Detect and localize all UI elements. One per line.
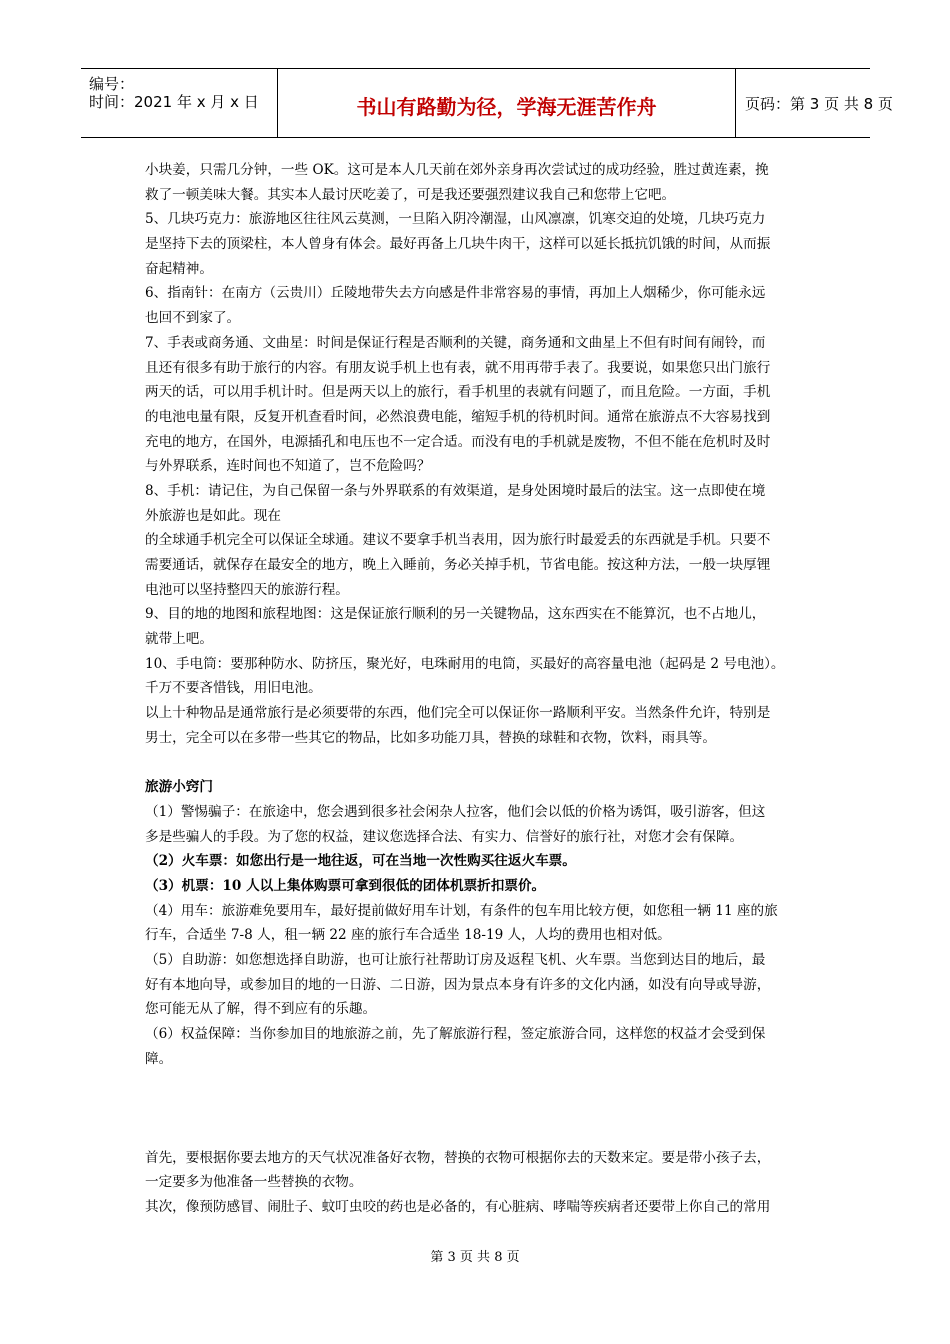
text-line: 9、目的地的地图和旅程地图：这是保证旅行顺利的另一关键物品，这东西实在不能算沉，也不占地儿， (145, 606, 766, 623)
text-line: （3）机票：10 人以上集体购票可拿到很低的团体机票折扣票价。 (145, 877, 546, 894)
text-line: 您可能无从了解，得不到应有的乐趣。 (145, 1001, 377, 1018)
text-line: 10、手电筒：要那种防水、防挤压，聚光好，电珠耐用的电筒，买最好的高容量电池（起码是 2 号电池）。 (145, 655, 785, 672)
text-line: 小块姜，只需几分钟，一些 OK。这可是本人几天前在郊外亲身再次尝试过的成功经验，胜过黄连素，挽 (145, 162, 769, 178)
doc-time: 时间：2021 年 x 月 x 日 (89, 93, 259, 111)
text-line: 两天的话，可以用手机计时。但是两天以上的旅行，看手机里的表就有问题了，而且危险。一方面，手机 (145, 384, 771, 401)
page-code: 页码：第 3 页 共 8 页 (745, 95, 893, 113)
text-line: （1）警惕骗子：在旅途中，您会遇到很多社会闲杂人拉客，他们会以低的价格为诱饵，吸引游客，但这 (145, 803, 766, 820)
text-line: 也回不到家了。 (145, 310, 241, 327)
text-line: （6）权益保障：当你参加目的地旅游之前，先了解旅游行程，签定旅游合同，这样您的权益才会受到保 (145, 1026, 766, 1043)
text-line: 充电的地方，在国外，电源插孔和电压也不一定合适。而没有电的手机就是废物，不但不能在危机时及时 (145, 433, 771, 450)
text-line: 与外界联系，连时间也不知道了，岂不危险吗？ (145, 458, 431, 475)
text-line: 8、手机：请记住，为自己保留一条与外界联系的有效渠道，是身处困境时最后的法宝。这一点即使在境 (145, 482, 766, 499)
text-line: 救了一顿美味大餐。其实本人最讨厌吃姜了，可是我还要强烈建议我自己和您带上它吧。 (145, 186, 676, 203)
text-line: 需要通话，就保存在最安全的地方，晚上入睡前，务必关掉手机，节省电能。按这种方法，一般一块厚锂 (145, 557, 771, 573)
text-line: 的全球通手机完全可以保证全球通。建议不要拿手机当表用，因为旅行时最爱丢的东西就是手机。只要不 (145, 532, 771, 549)
text-line: 男士，完全可以在多带一些其它的物品，比如多功能刀具，替换的球鞋和衣物，饮料，雨具等。 (145, 729, 716, 746)
text-line: 千万不要吝惜钱，用旧电池。 (145, 680, 322, 697)
page-footer: 第 3 页 共 8 页 (430, 1250, 520, 1265)
text-line: （5）自助游：如您想选择自助游，也可让旅行社帮助订房及返程飞机、火车票。当您到达目的地后，最 (145, 952, 766, 968)
blank-line (145, 1121, 817, 1146)
blank-line (145, 751, 817, 776)
header-motto-cell (277, 69, 736, 137)
text-line: 外旅游也是如此。现在 (145, 507, 281, 524)
text-line: 行车，合适坐 7-8 人，租一辆 22 座的旅行车合适坐 18-19 人，人均的费用也相对低。 (145, 927, 671, 944)
text-line: 其次，像预防感冒、闹肚子、蚊叮虫咬的药也是必备的，有心脏病、哮喘等疾病者还要带上你自己的常用 (145, 1198, 771, 1215)
text-line: 的电池电量有限，反复开机查看时间，必然浪费电能，缩短手机的待机时间。通常在旅游点不大容易找到 (145, 408, 771, 425)
text-line: 6、指南针：在南方（云贵川）丘陵地带失去方向感是件非常容易的事情，再加上人烟稀少，你可能永远 (145, 285, 766, 302)
text-line: 就带上吧。 (145, 631, 213, 648)
text-line: 电池可以坚持整四天的旅游行程。 (145, 581, 349, 598)
doc-number: 编号： (89, 75, 135, 93)
blank-line (145, 1071, 817, 1096)
motto: 书山有路勤为径，学海无涯苦作舟 (356, 95, 657, 119)
text-line: （4）用车：旅游难免要用车，最好提前做好用车计划，有条件的包车用比较方便，如您租一辆 11 座的旅 (145, 902, 778, 919)
text-line: 好有本地向导，或参加目的地的一日游、二日游，因为景点本身有许多的文化内涵，如没有向导或导游， (145, 976, 771, 993)
header-table (81, 68, 893, 138)
header-info-cell (81, 69, 277, 137)
text-line: 一定要多为他准备一些替换的衣物。 (145, 1174, 363, 1191)
blank-line (145, 1096, 817, 1121)
text-line: 障。 (145, 1050, 173, 1067)
text-line: 5、几块巧克力：旅游地区往往风云莫测，一旦陷入阴冷潮湿，山风凛凛，饥寒交迫的处境，几块巧克力 (145, 211, 766, 228)
header-page-cell (735, 69, 893, 137)
section-heading: 旅游小窍门 (145, 779, 213, 796)
text-line: 以上十种物品是通常旅行是必须要带的东西，他们完全可以保证你一路顺利平安。当然条件允许，特别是 (145, 705, 771, 722)
text-line: 是坚持下去的顶梁柱，本人曾身有体会。最好再备上几块牛肉干，这样可以延长抵抗饥饿的时间，从而振 (145, 236, 771, 253)
text-line: （2）火车票：如您出行是一地往返，可在当地一次性购买往返火车票。 (145, 853, 576, 870)
text-line: 首先，要根据你要去地方的天气状况准备好衣物，替换的衣物可根据你去的天数来定。要是带小孩子去， (145, 1149, 771, 1166)
text-line: 奋起精神。 (145, 260, 213, 277)
text-line: 且还有很多有助于旅行的内容。有朋友说手机上也有表，就不用再带手表了。我要说，如果您只出门旅行 (145, 359, 771, 376)
text-line: 7、手表或商务通、文曲星：时间是保证行程是否顺利的关键，商务通和文曲星上不但有时间有闹铃，而 (145, 334, 766, 351)
text-line: 多是些骗人的手段。为了您的权益，建议您选择合法、有实力、信誉好的旅行社，对您才会有保障。 (145, 828, 744, 845)
document-body (145, 158, 817, 1220)
